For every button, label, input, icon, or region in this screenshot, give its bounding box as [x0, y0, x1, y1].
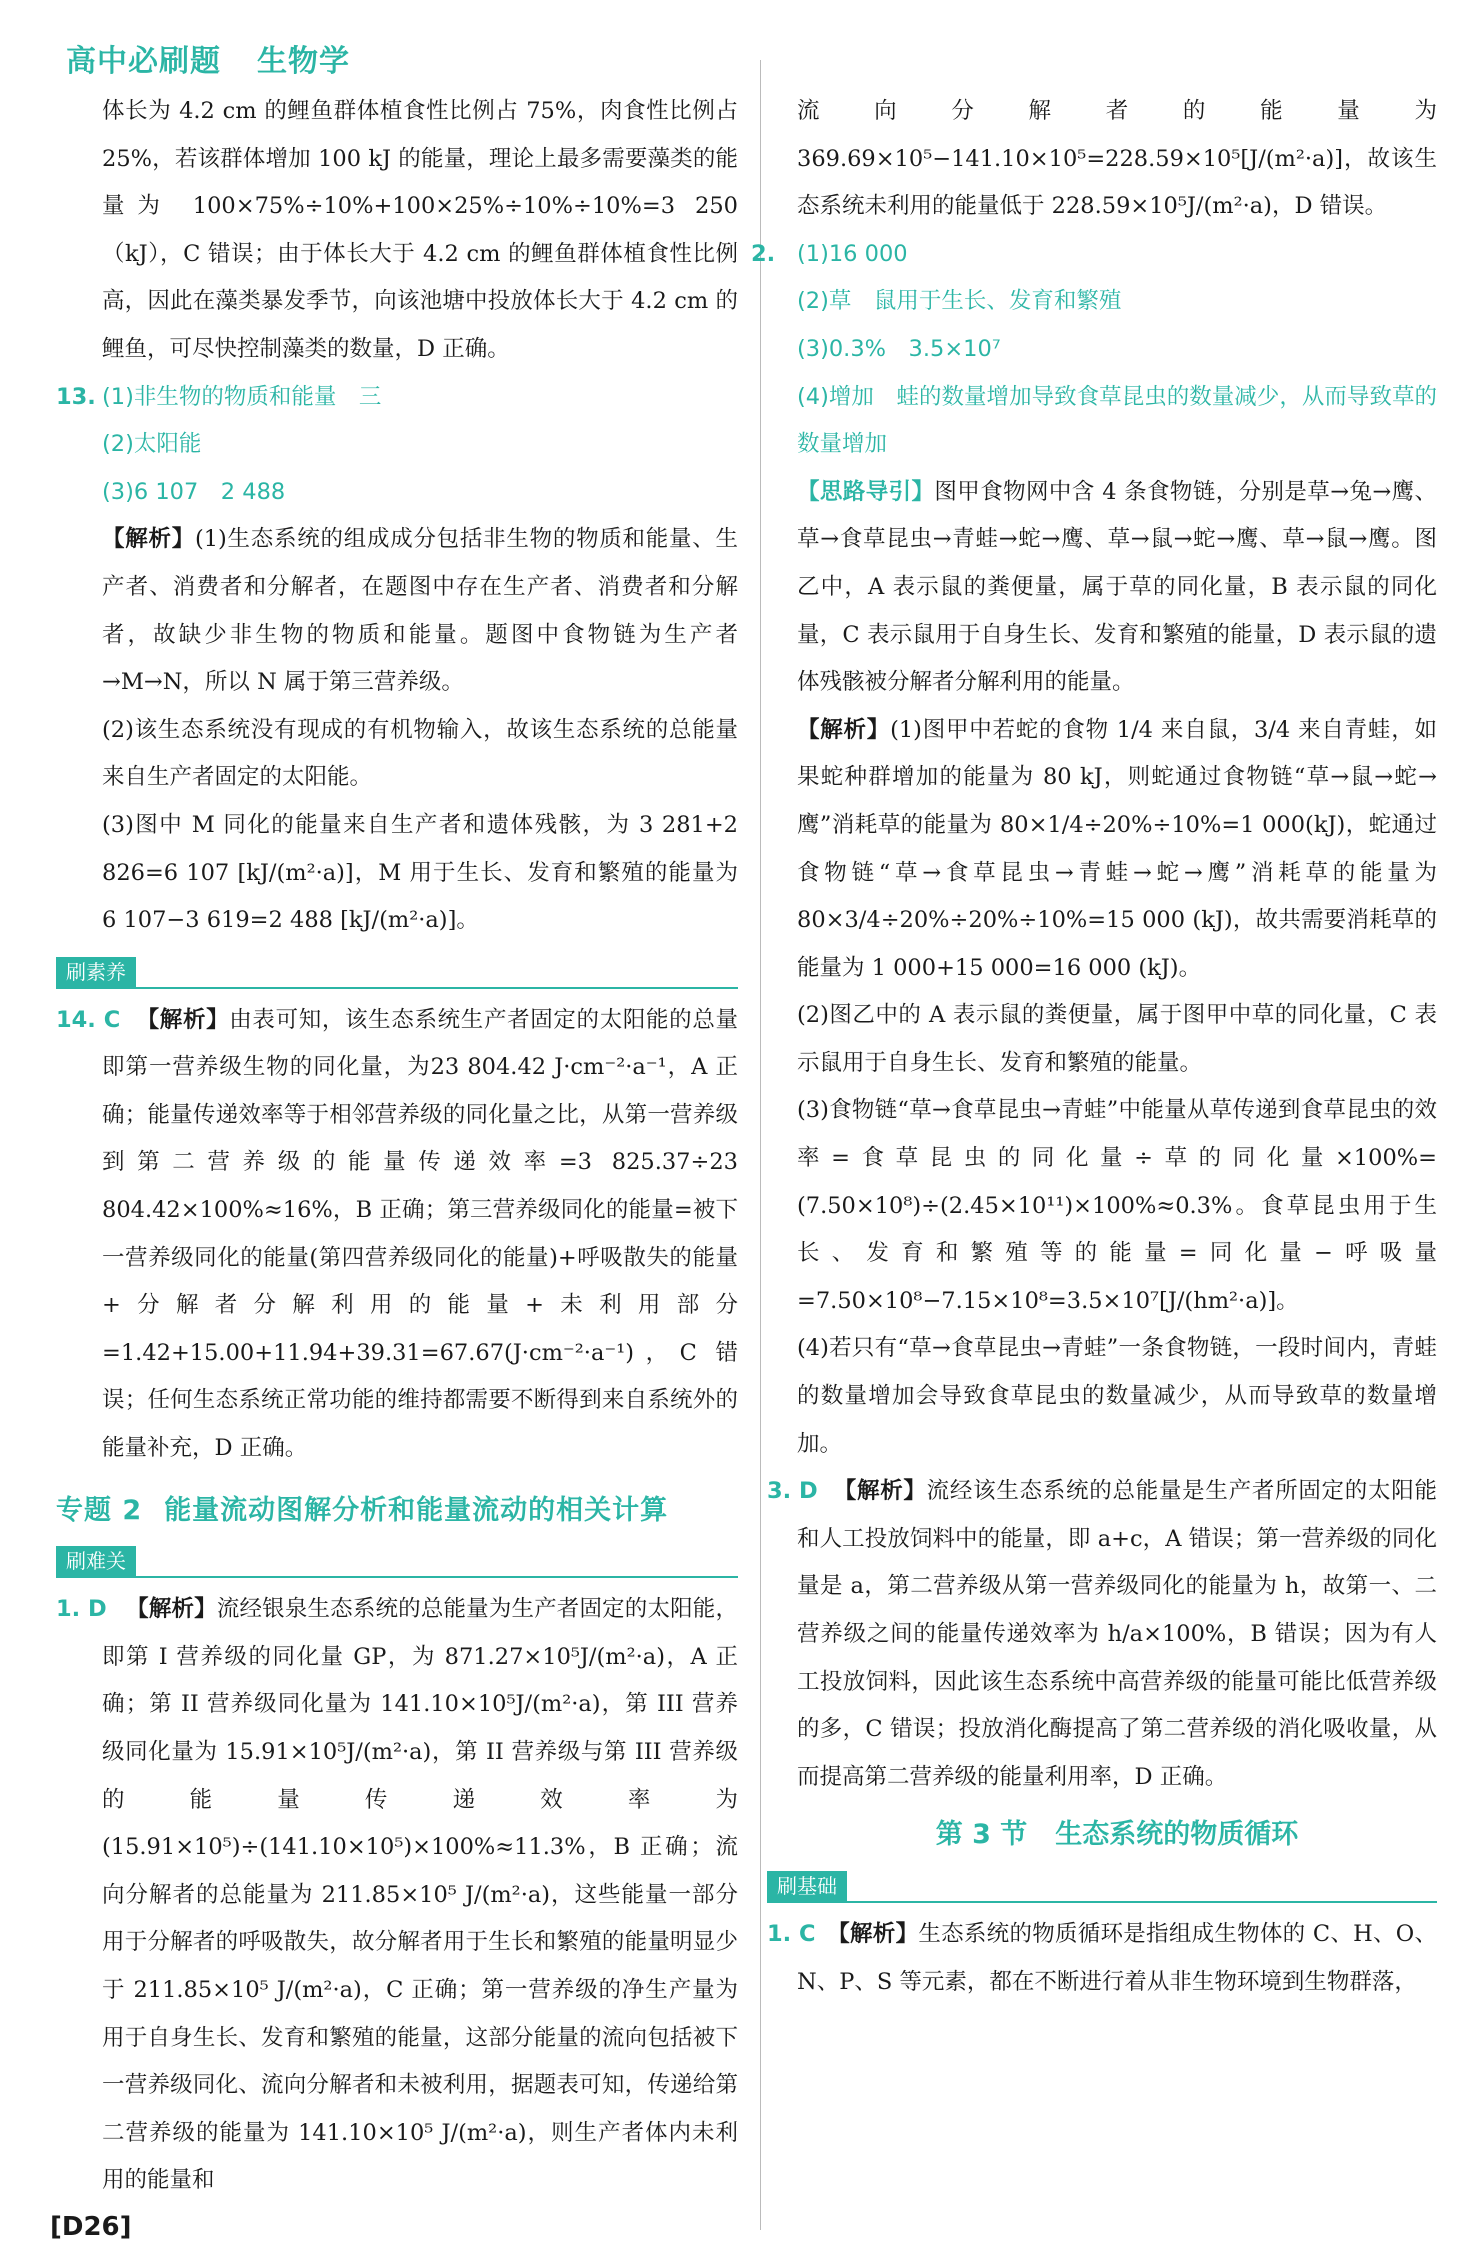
section-bar-difficult: 刷难关 [56, 1544, 738, 1578]
q1c-paragraph: 1. C 【解析】生态系统的物质循环是指组成生物体的 C、H、O、N、P、S 等元素，都在不断进行着从非生物环境到生物群落， [797, 1911, 1437, 2006]
q1-number: 1. D [56, 1596, 107, 1623]
q2-answer-2: (2)草 鼠用于生长、发育和繁殖 [797, 288, 1122, 315]
left-column [56, 88, 738, 2205]
q2-analysis-4: (4)若只有“草→食草昆虫→青蛙”一条食物链，一段时间内，青蛙的数量增加会导致食草昆虫的数量减少，从而导致草的数量增加。 [797, 1335, 1437, 1457]
intro-paragraph: 体长为 4.2 cm 的鲤鱼群体植食性比例占 75%，肉食性比例占 25%，若该群体增加 100 kJ 的能量，理论上最多需要藻类的能量为 100×75%÷10%+100×25%÷10%÷10%=3 250（kJ），C 错误；由于体长大于 4.2 cm 的鲤鱼群体植食性比例高，因此在藻类暴发季节，向该池塘中投放体长大于 4.2 cm 的鲤鱼，可尽快控制藻类的数量，D 正确。 [102, 98, 738, 362]
q2-answer-1: 2. (1)16 000 [797, 231, 1437, 279]
q2-answer-3: (3)0.3% 3.5×10⁷ [797, 335, 1001, 362]
q14-number: 14. C [56, 1006, 121, 1033]
q3-number: 3. D [767, 1478, 818, 1505]
section-heading: 第 3 节 生态系统的物质循环 [935, 1819, 1299, 1851]
q13-answer-3: (3)6 107 2 488 [102, 478, 286, 505]
section-bar-basic: 刷基础 [767, 1869, 1437, 1903]
column-divider [760, 60, 761, 2230]
page-number: [D26] [50, 2212, 132, 2242]
q2-analysis-1: 【解析】(1)图甲中若蛇的食物 1/4 来自鼠，3/4 来自青蛙，如果蛇种群增加的能量为 80 kJ，则蛇通过食物链“草→鼠→蛇→鹰”消耗草的能量为 80×1/4÷20%÷10%=1 000(kJ)，蛇通过食物链“草→食草昆虫→青蛙→蛇→鹰”消耗草的能量为 80×3/4÷20%÷20%÷10%=15 000 (kJ)，故共需要消耗草的能量为 1 000+15 000=16 000 (kJ)。 [797, 716, 1437, 981]
q3-paragraph: 3. D 【解析】流经该生态系统的总能量是生产者所固定的太阳能和人工投放饲料中的能量，即 a+c，A 错误；第一营养级的同化量是 a，第二营养级从第一营养级同化的能量为 h，故第一、二营养级之间的能量传递效率为 h/a×100%，B 错误；因为有人工投放饲料，因此该生态系统中高营养级的能量可能比低营养级的多，C 错误；投放消化酶提高了第二营养级的消化吸收量，从而提高第二营养级的能量利用率，D 正确。 [797, 1468, 1437, 1801]
q1-paragraph: 1. D 【解析】流经银泉生态系统的总能量为生产者固定的太阳能，即第 I 营养级的同化量 GP，为 871.27×10⁵J/(m²·a)，A 正确；第 II 营养级同化量为 141.10×10⁵J/(m²·a)，第 III 营养级同化量为 15.91×10⁵J/(m²·a)，第 II 营养级与第 III 营养级的能量传递效率为(15.91×10⁵)÷(141.10×10⁵)×100%≈11.3%，B 正确；流向分解者的总能量为 211.85×10⁵ J/(m²·a)，这些能量一部分用于分解者的呼吸散失，故分解者用于生长和繁殖的能量明显少于 211.85×10⁵ J/(m²·a)，C 正确；第一营养级的净生产量为用于自身生长、发育和繁殖的能量，这部分能量的流向包括被下一营养级同化、流向分解者和未被利用，据题表可知，传递给第二营养级的能量为 141.10×10⁵ J/(m²·a)，则生产者体内未利用的能量和 [102, 1586, 738, 2205]
topic-heading: 专题 2 能量流动图解分析和能量流动的相关计算 [56, 1494, 669, 1526]
q13-answer-2: (2)太阳能 [102, 431, 202, 458]
subject-title: 生物学 [257, 44, 350, 79]
q14-paragraph: 14. C 【解析】由表可知，该生态系统生产者固定的太阳能的总量即第一营养级生物的同化量，为23 804.42 J·cm⁻²·a⁻¹，A 正确；能量传递效率等于相邻营养级的同化量之比，从第一营养级到第二营养级的能量传递效率=3 825.37÷23 804.42×100%≈16%，B 正确；第三营养级同化的能量=被下一营养级同化的能量(第四营养级同化的能量)+呼吸散失的能量+分解者分解利用的能量+未利用部分=1.42+15.00+11.94+39.31=67.67(J·cm⁻²·a⁻¹)，C 错误；任何生态系统正常功能的维持都需要不断得到来自系统外的能量补充，D 正确。 [102, 997, 738, 1473]
q13-answer-1: 13. (1)非生物的物质和能量 三 [102, 374, 738, 422]
section-bar-literacy: 刷素养 [56, 955, 738, 989]
q13-analysis-2: (2)该生态系统没有现成的有机物输入，故该生态系统的总能量来自生产者固定的太阳能。 [102, 716, 738, 791]
q2-guide: 【思路导引】图甲食物网中含 4 条食物链，分别是草→兔→鹰、草→食草昆虫→青蛙→蛇→鹰、草→鼠→蛇→鹰、草→鼠→鹰。图乙中，A 表示鼠的粪便量，属于草的同化量，B 表示鼠的同化量，C 表示鼠用于自身生长、发育和繁殖的能量，D 表示鼠的遗体残骸被分解者分解利用的能量。 [797, 478, 1437, 696]
q2-answer-4: (4)增加 蛙的数量增加导致食草昆虫的数量减少，从而导致草的数量增加 [797, 383, 1437, 458]
q2-analysis-3: (3)食物链“草→食草昆虫→青蛙”中能量从草传递到食草昆虫的效率=食草昆虫的同化量÷草的同化量×100%=(7.50×10⁸)÷(2.45×10¹¹)×100%≈0.3%。食草昆虫用于生长、发育和繁殖等的能量=同化量−呼吸量=7.50×10⁸−7.15×10⁸=3.5×10⁷[J/(hm²·a)]。 [797, 1097, 1437, 1314]
q1c-number: 1. C [767, 1920, 816, 1947]
q13-analysis-1: 【解析】(1)生态系统的组成成分包括非生物的物质和能量、生产者、消费者和分解者，在题图中存在生产者、消费者和分解者，故缺少非生物的物质和能量。题图中食物链为生产者→M→N，所以 N 属于第三营养级。 [102, 526, 738, 696]
q13-analysis-3: (3)图中 M 同化的能量来自生产者和遗体残骸，为 3 281+2 826=6 107 [kJ/(m²·a)]，M 用于生长、发育和繁殖的能量为 6 107−3 619=2 488 [kJ/(m²·a)]。 [102, 811, 738, 934]
q2-number: 2. [751, 240, 776, 267]
page-header [66, 36, 350, 80]
continued-paragraph: 流向分解者的能量为 369.69×10⁵−141.10×10⁵=228.59×10⁵[J/(m²·a)]，故该生态系统未利用的能量低于 228.59×10⁵J/(m²·a)，D 错误。 [797, 98, 1437, 220]
q13-number: 13. [56, 383, 96, 410]
right-column [751, 88, 1437, 2006]
book-title: 高中必刷题 [66, 44, 221, 79]
q2-analysis-2: (2)图乙中的 A 表示鼠的粪便量，属于图甲中草的同化量，C 表示鼠用于自身生长、发育和繁殖的能量。 [797, 1002, 1437, 1076]
